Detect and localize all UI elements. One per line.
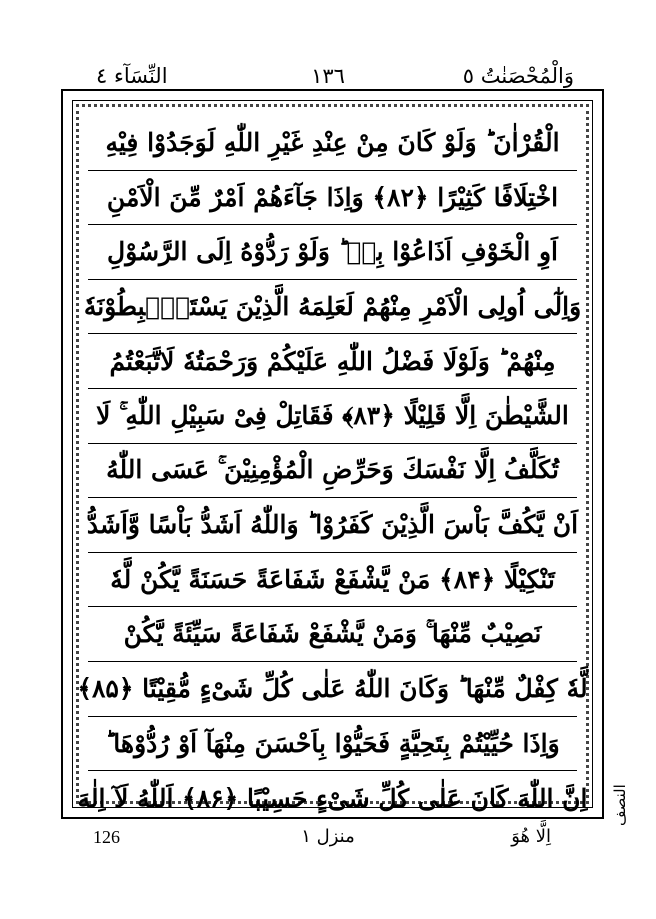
verse-line-7: تُكَلَّفُ اِلَّا نَفْسَكَ وَحَرِّضِ الْمُؤْمِنِيْنَ ۚ عَسَى اللّٰهُ — [88, 444, 577, 499]
manzil-label: منزل ١ — [301, 826, 355, 847]
verse-line-6: الشَّيْطٰنَ اِلَّا قَلِيْلًا ﴿۸۳﴾ فَقَاتِلْ فِىْ سَبِيْلِ اللّٰهِ ۚ لَا — [88, 389, 577, 444]
verse-lines — [77, 116, 588, 813]
verse-line-13: اِنَّ اللّٰهَ كَانَ عَلٰى كُلِّ شَىْءٍ حَسِيْبًا ﴿۸۶﴾ اَللّٰهُ لَآ اِلٰهَ — [77, 783, 588, 813]
verse-line-8: اَنْ يَّكُفَّ بَاْسَ الَّذِيْنَ كَفَرُوْا ؕ وَاللّٰهُ اَشَدُّ بَاْسًا وَّاَشَدُّ — [88, 498, 577, 553]
verse-line-1: الْقُرْاٰنَ ؕ وَلَوْ كَانَ مِنْ عِنْدِ غَيْرِ اللّٰهِ لَوَجَدُوْا فِيْهِ — [88, 116, 577, 171]
side-marker-half: النصف — [611, 784, 629, 826]
inner-border — [72, 100, 593, 813]
verse-line-9: تَنْكِيْلًا ﴿۸۴﴾ مَنْ يَّشْفَعْ شَفَاعَةً حَسَنَةً يَّكُنْ لَّهٗ — [88, 553, 577, 608]
page-number-arabic: ١٣٦ — [311, 64, 345, 88]
verse-line-12: وَاِذَا حُيِّيْتُمْ بِتَحِيَّةٍ فَحَيُّوْا بِاَحْسَنَ مِنْهَآ اَوْ رُدُّوْهَا ؕ — [88, 717, 577, 772]
page-footer — [0, 824, 656, 854]
verse-line-2: اخْتِلَافًا كَثِيْرًا ﴿۸۲﴾ وَاِذَا جَآءَهُمْ اَمْرٌ مِّنَ الْاَمْنِ — [88, 171, 577, 226]
surah-name-header: النِّسَآء ٤ — [96, 64, 168, 88]
page-header — [0, 62, 656, 92]
verse-line-3: اَوِ الْخَوْفِ اَذَاعُوْا بِهٖ ؕ وَلَوْ رَدُّوْهُ اِلَى الرَّسُوْلِ — [88, 225, 577, 280]
verse-line-4: وَاِلٰٓى اُولِى الْاَمْرِ مِنْهُمْ لَعَلِمَهُ الَّذِيْنَ يَسْتَنْۢبِطُوْنَهٗ — [88, 280, 577, 335]
verse-line-5: مِنْهُمْ ؕ وَلَوْلَا فَضْلُ اللّٰهِ عَلَيْكُمْ وَرَحْمَتُهٗ لَاتَّبَعْتُمُ — [88, 334, 577, 389]
catchword: اِلَّا هُوَ — [511, 826, 551, 847]
verse-line-10: نَصِيْبٌ مِّنْهَا ۚ وَمَنْ يَّشْفَعْ شَفَاعَةً سَيِّئَةً يَّكُنْ — [88, 607, 577, 662]
verse-line-11: لَّهٗ كِفْلٌ مِّنْهَا ؕ وَكَانَ اللّٰهُ عَلٰى كُلِّ شَىْءٍ مُّقِيْتًا ﴿۸۵﴾ — [88, 662, 577, 717]
page-number: 126 — [93, 827, 120, 847]
juz-name-header: وَالْمُحْصَنٰتُ ٥ — [462, 64, 574, 88]
page-frame — [61, 89, 604, 819]
